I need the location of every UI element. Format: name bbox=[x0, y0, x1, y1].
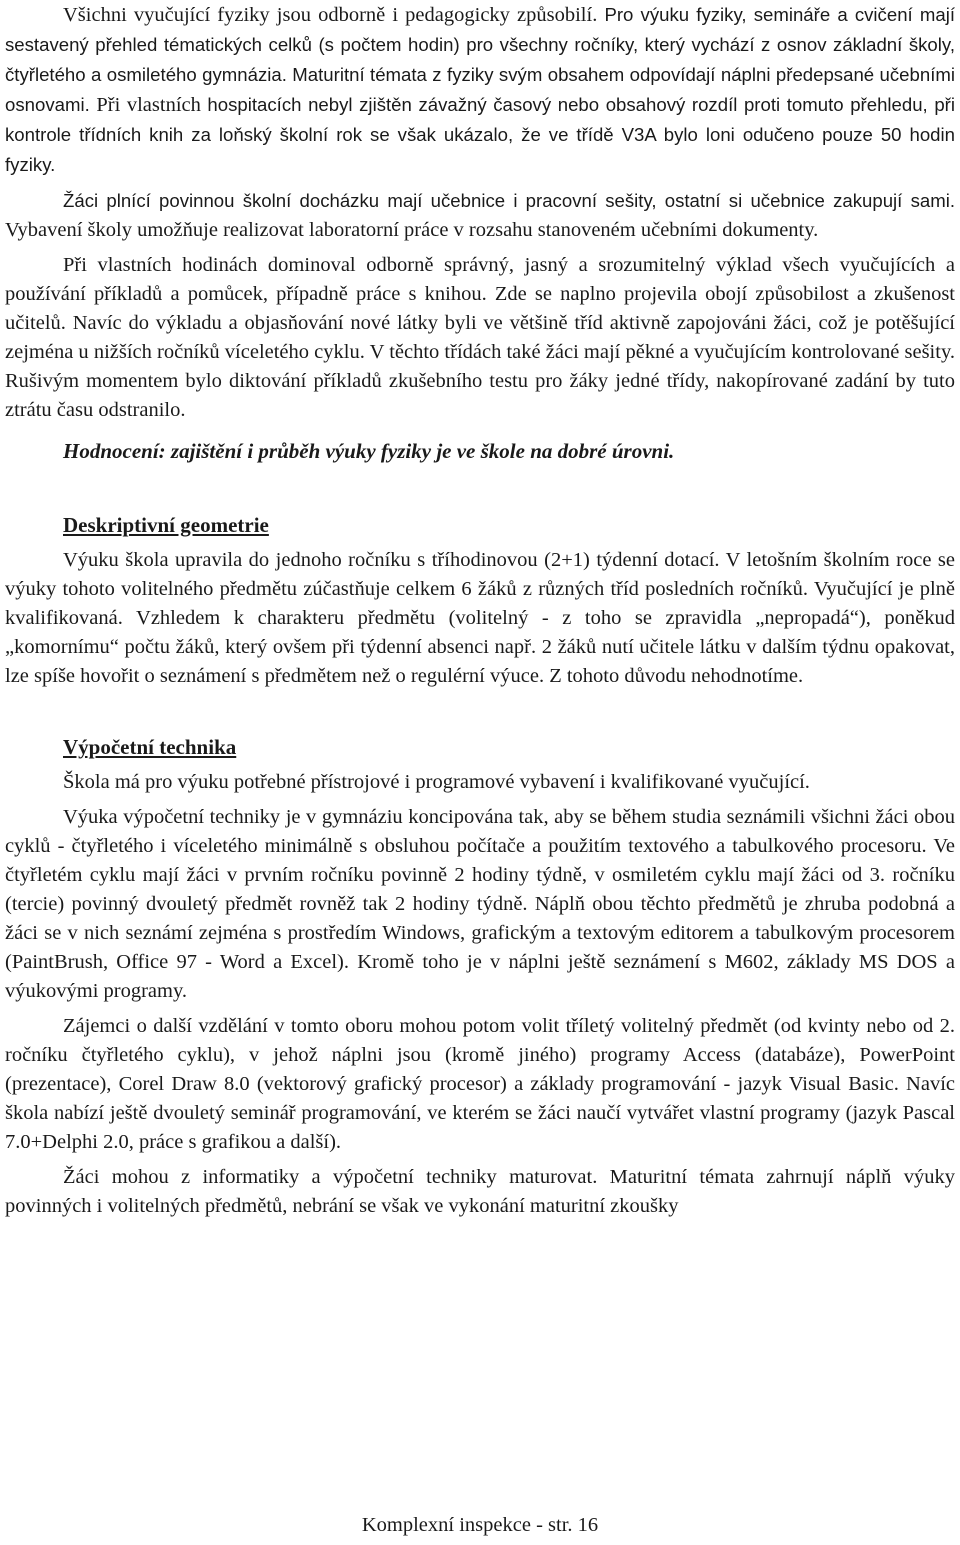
section-heading-computing: Výpočetní technika bbox=[63, 735, 237, 759]
physics-evaluation: Hodnocení: zajištění i průběh výuky fyziky je ve škole na dobré úrovni. bbox=[63, 439, 675, 463]
physics-p1-sans-a: Pro výuku fyziky, semináře a cvičení mají sestavený přehled tématických celků (s počtem hodin) pro všechny ročníky, který vychází z osnov základní školy, čtyřletého a osmiletého gymnázia. Maturitní témata z fyziky svým obsahem odpovídají náplni předepsané učebními osnovami. bbox=[5, 4, 955, 115]
computing-paragraph-2: Výuka výpočetní techniky je v gymnáziu koncipována tak, aby se během studia seznámili všichni žáci obou cyklů - čtyřletého i víceletého minimálně s obsluhou počítače a použitím textového a tabulkového procesoru. Ve čtyřletém cyklu mají žáci v prvním ročníku povinně 2 hodiny týdně, v osmiletém cyklu mají žáci od 3. ročníku (tercie) povinný dvouletý předmět rovněž tak 2 hodiny týdně. Náplň obou těchto předmětů je zhruba podobná a žáci se v nich seznámí zejména s prostředím Windows, grafickým a textovým editorem a tabulkovým procesorem (PaintBrush, Office 97 - Word a Excel). Kromě toho je v náplni ještě seznámení s M602, základy MS DOS a výukovými programy. bbox=[5, 806, 955, 1002]
computing-paragraph-3: Zájemci o další vzdělání v tomto oboru mohou potom volit tříletý volitelný předmět (od kvinty nebo od 2. ročníku čtyřletého cyklu), v jehož náplni jsou (kromě jiného) programy Access (databáze), PowerPoint (prezentace), Corel Draw 8.0 (vektorový grafický procesor) a základy programování - jazyk Visual Basic. Navíc škola nabízí ještě dvouletý seminář programování, ve kterém se žáci naučí vytvářet vlastní programy (jazyk Pascal 7.0+Delphi 2.0, práce s grafikou a další). bbox=[5, 1015, 955, 1153]
physics-p1-sans-b: hospitacích nebyl zjištěn závažný časový nebo obsahový rozdíl proti tomuto přehledu, při kontrole třídních knih za loňský školní rok se však ukázalo, že ve třídě V3A bylo loni odučeno pouze 50 hodin fyziky. bbox=[5, 94, 955, 175]
physics-paragraph-2 bbox=[5, 186, 955, 245]
document-page bbox=[5, 0, 955, 1545]
physics-p1-serif-b: Při vlastních bbox=[96, 94, 208, 116]
computing-paragraph-4: Žáci mohou z informatiky a výpočetní techniky maturovat. Maturitní témata zahrnují náplň výuky povinných i volitelných předmětů, nebrání se však ve vykonání maturitní zkoušky bbox=[5, 1166, 955, 1217]
physics-p1-serif: Všichni vyučující fyziky jsou odborně i pedagogicky způsobilí. bbox=[63, 4, 605, 26]
physics-paragraph-3: Při vlastních hodinách dominoval odborně správný, jasný a srozumitelný výklad všech vyučujících a používání příkladů a pomůcek, případně práce s knihou. Zde se naplno projevila obojí způsobilost a zkušenost učitelů. Navíc do výkladu a objasňování nové látky byli ve většině tříd aktivně zapojováni žáci, což je potěšující zejména u nižších ročníků víceletého cyklu. V těchto třídách také žáci mají pěkné a vyučujícím kontrolované sešity. Rušivým momentem bylo diktování příkladů zkušebního testu pro žáky jedné třídy, nakopírované zadání by tuto ztrátu času odstranilo. bbox=[5, 254, 955, 421]
physics-p2-serif: Vybavení školy umožňuje realizovat laboratorní práce v rozsahu stanoveném učebními dokumenty. bbox=[5, 219, 819, 241]
computing-paragraph-1: Škola má pro výuku potřebné přístrojové i programové vybavení i kvalifikované vyučující. bbox=[63, 771, 810, 793]
physics-paragraph-1 bbox=[5, 0, 955, 180]
physics-p2-sans: Žáci plnící povinnou školní docházku mají učebnice i pracovní sešity, ostatní si učebnice zakupují sami. bbox=[63, 190, 955, 211]
descriptive-geometry-paragraph: Výuku škola upravila do jednoho ročníku s tříhodinovou (2+1) týdenní dotací. V letošním školním roce se výuky tohoto volitelného předmětu zúčastňuje celkem 6 žáků z různých tříd posledních ročníků. Vyučující je plně kvalifikovaná. Vzhledem k charakteru předmětu (volitelný - z toho se zpravidla „nepropadá“), poněkud „komornímu“ počtu žáků, který ovšem při týdenní absenci např. 2 žáků nutí učitele látku v dalším týdnu opakovat, lze spíše hovořit o seznámení s předmětem než o regulérní výuce. Z tohoto důvodu nehodnotíme. bbox=[5, 549, 955, 687]
page-footer: Komplexní inspekce - str. 16 bbox=[361, 1514, 599, 1536]
section-heading-descriptive-geometry: Deskriptivní geometrie bbox=[63, 513, 269, 537]
